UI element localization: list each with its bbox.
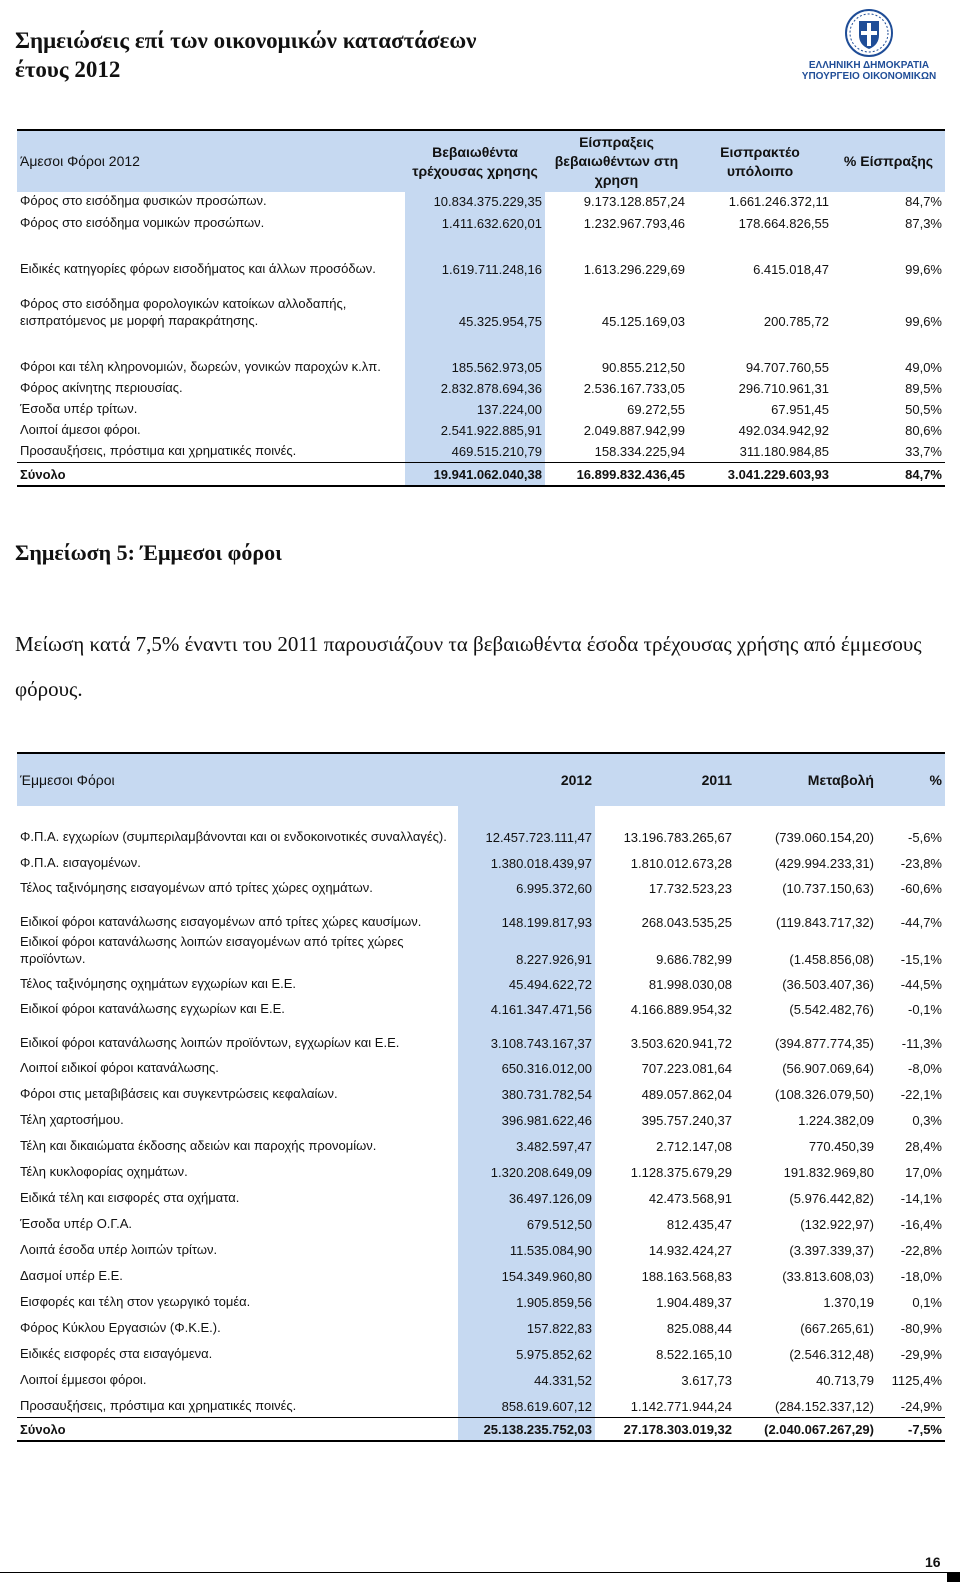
row-label: Τέλος ταξινόμησης οχημάτων εγχωρίων και Ε.Ε.	[20, 976, 297, 991]
table-header	[17, 753, 945, 806]
page-number: 16	[925, 1554, 941, 1570]
note-paragraph: Μείωση κατά 7,5% έναντι του 2011 παρουσιάζουν τα βεβαιωθέντα έσοδα τρέχουσας χρήσης από έμμεσους φόρους.	[15, 632, 922, 701]
table-row	[17, 1054, 945, 1079]
row-label: Φόρος στο εισόδημα φυσικών προσώπων.	[20, 193, 267, 208]
cell-value: 311.180.984,85	[739, 443, 829, 459]
table-row	[17, 1261, 945, 1287]
cell-value: -44,7%	[900, 915, 942, 930]
table-row	[17, 899, 945, 933]
row-label: Φ.Π.Α. εισαγομένων.	[20, 855, 141, 870]
cell-value: 1.128.375.679,29	[630, 1165, 732, 1180]
cell-value: -18,0%	[900, 1269, 942, 1284]
cell-value: (132.922,97)	[800, 1217, 874, 1232]
cell-value: -80,9%	[900, 1321, 942, 1336]
cell-value: 50,5%	[905, 402, 942, 417]
cell-value: 2.536.167.733,05	[583, 381, 685, 396]
greek-coat-of-arms-icon	[844, 8, 894, 58]
cell-value: (1.458.856,08)	[789, 952, 874, 967]
total-row	[17, 462, 945, 486]
cell-value: 1125,4%	[891, 1373, 942, 1388]
cell-value: 9.173.128.857,24	[583, 194, 685, 209]
cell-value: 154.349.960,80	[458, 1261, 595, 1287]
cell-value: (5.542.482,76)	[789, 1002, 874, 1017]
cell-value: 296.710.961,31	[738, 381, 829, 396]
cell-value: (119.843.717,32)	[775, 915, 874, 930]
cell-value: 8.227.926,91	[458, 933, 595, 970]
cell-value: 4.166.889.954,32	[630, 1002, 732, 1017]
cell-value: 492.034.942,92	[738, 423, 829, 438]
cell-value: (36.503.407,36)	[782, 977, 874, 992]
cell-value: 679.512,50	[458, 1209, 595, 1235]
cell-value: -29,9%	[900, 1347, 942, 1362]
column-header: Άμεσοι Φόροι 2012	[17, 130, 405, 192]
cell-value: -0,1%	[908, 1002, 942, 1017]
cell-value: 12.457.723.111,47	[458, 806, 595, 848]
table-row	[17, 1365, 945, 1391]
cell-value: 3.482.597,47	[458, 1131, 595, 1157]
cell-value: -16,4%	[900, 1217, 942, 1232]
row-label: Ειδικές εισφορές στα εισαγόμενα.	[20, 1346, 213, 1361]
row-label: Προσαυξήσεις, πρόστιμα και χρηματικές ποινές.	[20, 1397, 297, 1413]
cell-value: 99,6%	[905, 262, 942, 277]
row-label: Εισφορές και τέλη στον γεωργικό τομέα.	[20, 1294, 251, 1309]
table-row	[17, 332, 945, 378]
row-label: Ειδικοί φόροι κατανάλωσης εγχωρίων και Ε.Ε.	[20, 1001, 285, 1016]
column-header: 2011	[595, 753, 735, 806]
cell-value: 17.732.523,23	[648, 881, 732, 896]
row-label: Λοιπά έσοδα υπέρ λοιπών τρίτων.	[20, 1242, 218, 1257]
table-row	[17, 1391, 945, 1417]
cell-value: (108.326.079,50)	[774, 1087, 874, 1102]
row-label: Λοιποί ειδικοί φόροι κατανάλωσης.	[20, 1060, 219, 1075]
table-row	[17, 1287, 945, 1313]
cell-value: 69.272,55	[627, 402, 685, 417]
total-value: -7,5%	[877, 1417, 945, 1441]
cell-value: 40.713,79	[816, 1373, 874, 1388]
cell-value: 3.617,73	[681, 1373, 732, 1388]
cell-value: 0,1%	[912, 1295, 942, 1310]
cell-value: -24,9%	[900, 1398, 942, 1414]
cell-value: 5.975.852,62	[458, 1339, 595, 1365]
cell-value: 11.535.084,90	[458, 1235, 595, 1261]
cell-value: 707.223.081,64	[641, 1061, 732, 1076]
cell-value: 84,7%	[905, 194, 942, 209]
indirect-taxes-table	[17, 752, 945, 1442]
column-header: Μεταβολή	[735, 753, 877, 806]
total-value: 16.899.832.436,45	[545, 462, 688, 486]
cell-value: 770.450,39	[808, 1139, 874, 1154]
cell-value: 396.981.622,46	[458, 1105, 595, 1131]
cell-value: (667.265,61)	[800, 1321, 874, 1336]
cell-value: 10.834.375.229,35	[405, 192, 545, 212]
cell-value: 33,7%	[905, 443, 942, 459]
cell-value: 1.380.018.439,97	[458, 848, 595, 874]
logo-line2: ΥΠΟΥΡΓΕΙΟ ΟΙΚΟΝΟΜΙΚΩΝ	[801, 71, 937, 82]
page-title-line2: έτους 2012	[15, 57, 121, 82]
note-title: Σημείωση 5: Έμμεσοι φόροι	[15, 540, 282, 565]
row-label: Φόρος ακίνητης περιουσίας.	[20, 380, 183, 395]
cell-value: (394.877.774,35)	[774, 1036, 874, 1051]
cell-value: 44.331,52	[458, 1365, 595, 1391]
row-label: Έσοδα υπέρ Ο.Γ.Α.	[20, 1216, 133, 1231]
cell-value: 650.316.012,00	[458, 1054, 595, 1079]
table-row	[17, 192, 945, 212]
table-row	[17, 441, 945, 462]
logo-line1: ΕΛΛΗΝΙΚΗ ΔΗΜΟΚΡΑΤΙΑ	[808, 60, 930, 71]
table-header	[17, 130, 945, 192]
cell-value: -22,1%	[900, 1087, 942, 1102]
row-label: Φόρος στο εισόδημα φορολογικών κατοίκων αλλοδαπής, εισπρατόμενος με μορφή παρακράτησης.	[20, 296, 347, 328]
cell-value: -44,5%	[900, 977, 942, 992]
cell-value: 45.494.622,72	[458, 970, 595, 995]
table-row	[17, 234, 945, 280]
cell-value: 1.411.632.620,01	[405, 212, 545, 234]
cell-value: 1.370,19	[823, 1295, 874, 1310]
page-title-line1: Σημειώσεις επί των οικονομικών καταστάσεων	[15, 28, 477, 53]
cell-value: (429.994.233,31)	[774, 856, 874, 871]
cell-value: 6.415.018,47	[753, 262, 829, 277]
cell-value: 858.619.607,12	[458, 1391, 595, 1417]
row-label: Τέλος ταξινόμησης εισαγομένων από τρίτες χώρες οχημάτων.	[20, 880, 373, 895]
column-header: Βεβαιωθέντα τρέχουσας χρησης	[405, 130, 545, 192]
table-row	[17, 1105, 945, 1131]
cell-value: -22,8%	[900, 1243, 942, 1258]
cell-value: -11,3%	[901, 1036, 942, 1051]
row-label: Φόροι και τέλη κληρονομιών, δωρεών, γονικών παροχών κ.λπ.	[20, 359, 381, 374]
row-label: Έσοδα υπέρ τρίτων.	[20, 401, 138, 416]
column-header: % Είσπραξης	[832, 130, 945, 192]
row-label: Τέλη χαρτοσήμου.	[20, 1112, 124, 1127]
total-value: 3.041.229.603,93	[688, 462, 832, 486]
cell-value: (5.976.442,82)	[789, 1191, 874, 1206]
direct-taxes-table	[17, 129, 945, 487]
column-header: Εισπρακτέο υπόλοιπο	[688, 130, 832, 192]
cell-value: 45.125.169,03	[601, 314, 685, 329]
cell-value: 6.995.372,60	[458, 874, 595, 899]
row-label: Τέλη και δικαιώματα έκδοσης αδειών και παροχής προνομίων.	[20, 1138, 377, 1153]
cell-value: 89,5%	[905, 381, 942, 396]
cell-value: 3.108.743.167,37	[458, 1020, 595, 1054]
cell-value: 80,6%	[905, 423, 942, 438]
table-row	[17, 212, 945, 234]
cell-value: 200.785,72	[763, 314, 829, 329]
cell-value: 45.325.954,75	[405, 280, 545, 332]
cell-value: 1.224.382,09	[798, 1113, 874, 1128]
cell-value: 1.905.859,56	[458, 1287, 595, 1313]
cell-value: 4.161.347.471,56	[458, 995, 595, 1020]
cell-value: 0,3%	[912, 1113, 942, 1128]
cell-value: 1.613.296.229,69	[583, 262, 685, 277]
total-value: (2.040.067.267,29)	[735, 1417, 877, 1441]
cell-value: (739.060.154,20)	[774, 830, 874, 845]
row-label: Ειδικοί φόροι κατανάλωσης λοιπών προϊόντων, εγχωρίων και Ε.Ε.	[20, 1035, 400, 1050]
table-row	[17, 848, 945, 874]
cell-value: 1.232.967.793,46	[583, 216, 685, 231]
total-value: 19.941.062.040,38	[405, 462, 545, 486]
table-row	[17, 1339, 945, 1365]
table-row	[17, 378, 945, 399]
table-row	[17, 420, 945, 441]
row-label: Λοιποί άμεσοι φόροι.	[20, 422, 141, 437]
table-row	[17, 1079, 945, 1105]
table-row	[17, 995, 945, 1020]
cell-value: (10.737.150,63)	[782, 881, 874, 896]
row-label: Φόρος Κύκλου Εργασιών (Φ.Κ.Ε.).	[20, 1320, 221, 1335]
cell-value: (3.397.339,37)	[789, 1243, 874, 1258]
cell-value: 185.562.973,05	[405, 332, 545, 378]
cell-value: (33.813.608,03)	[782, 1269, 874, 1284]
cell-value: 1.320.208.649,09	[458, 1157, 595, 1183]
cell-value: (56.907.069,64)	[782, 1061, 874, 1076]
cell-value: 13.196.783.265,67	[623, 830, 732, 845]
cell-value: 49,0%	[905, 360, 942, 375]
table-row	[17, 874, 945, 899]
column-header: %	[877, 753, 945, 806]
cell-value: 17,0%	[905, 1165, 942, 1180]
row-label: Τέλη κυκλοφορίας οχημάτων.	[20, 1164, 188, 1179]
column-header: Είσπραξεις βεβαιωθέντων στη χρηση	[545, 130, 688, 192]
cell-value: 8.522.165,10	[656, 1347, 732, 1362]
row-label: Φόροι στις μεταβιβάσεις και συγκεντρώσεις κεφαλαίων.	[20, 1086, 338, 1101]
ministry-logo	[788, 8, 950, 82]
cell-value: 158.334.225,94	[594, 443, 685, 459]
table-row	[17, 933, 945, 970]
cell-value: 1.142.771.944,24	[630, 1398, 732, 1414]
total-value: 27.178.303.019,32	[595, 1417, 735, 1441]
row-label: Προσαυξήσεις, πρόστιμα και χρηματικές ποινές.	[20, 442, 297, 458]
cell-value: -8,0%	[908, 1061, 942, 1076]
cell-value: 489.057.862,04	[641, 1087, 732, 1102]
row-label: Φ.Π.Α. εγχωρίων (συμπεριλαμβάνονται και οι ενδοκοινοτικές συναλλαγές).	[20, 829, 447, 844]
table-row	[17, 970, 945, 995]
cell-value: 28,4%	[905, 1139, 942, 1154]
cell-value: 380.731.782,54	[458, 1079, 595, 1105]
cell-value: -60,6%	[900, 881, 942, 896]
cell-value: 36.497.126,09	[458, 1183, 595, 1209]
table-row	[17, 280, 945, 332]
row-label: Ειδικές κατηγορίες φόρων εισοδήματος και άλλων προσόδων.	[20, 261, 376, 276]
cell-value: (284.152.337,12)	[774, 1398, 874, 1414]
cell-value: 188.163.568,83	[641, 1269, 732, 1284]
cell-value: 2.832.878.694,36	[405, 378, 545, 399]
cell-value: 1.661.246.372,11	[728, 194, 829, 209]
cell-value: 395.757.240,37	[641, 1113, 732, 1128]
cell-value: 178.664.826,55	[738, 216, 829, 231]
row-label: Φόρος στο εισόδημα νομικών προσώπων.	[20, 215, 265, 230]
cell-value: 1.904.489,37	[656, 1295, 732, 1310]
cell-value: 99,6%	[905, 314, 942, 329]
cell-value: -23,8%	[900, 856, 942, 871]
cell-value: 3.503.620.941,72	[630, 1036, 732, 1051]
cell-value: 87,3%	[905, 216, 942, 231]
table-row	[17, 399, 945, 420]
cell-value: 268.043.535,25	[641, 915, 732, 930]
row-label: Δασμοί υπέρ Ε.Ε.	[20, 1268, 123, 1283]
row-label: Ειδικοί φόροι κατανάλωσης εισαγομένων από τρίτες χώρες καυσίμων.	[20, 914, 422, 929]
cell-value: 469.515.210,79	[405, 441, 545, 462]
cell-value: 2.712.147,08	[656, 1139, 732, 1154]
total-row	[17, 1417, 945, 1441]
cell-value: 137.224,00	[405, 399, 545, 420]
total-label: Σύνολο	[17, 1417, 458, 1441]
cell-value: 812.435,47	[666, 1217, 732, 1232]
table-row	[17, 1131, 945, 1157]
table-row	[17, 1020, 945, 1054]
page-title	[15, 26, 635, 84]
cell-value: 2.049.887.942,99	[583, 423, 685, 438]
table-row	[17, 1183, 945, 1209]
cell-value: -5,6%	[908, 830, 942, 845]
row-label: Λοιποί έμμεσοι φόροι.	[20, 1372, 147, 1387]
cell-value: 90.855.212,50	[601, 360, 685, 375]
cell-value: 1.810.012.673,28	[630, 856, 732, 871]
cell-value: 825.088,44	[666, 1321, 732, 1336]
table-row	[17, 1313, 945, 1339]
row-label: Ειδικοί φόροι κατανάλωσης λοιπών εισαγομένων από τρίτες χώρες προϊόντων.	[20, 934, 404, 966]
table-row	[17, 1157, 945, 1183]
cell-value: 9.686.782,99	[656, 952, 732, 967]
cell-value: 94.707.760,55	[745, 360, 829, 375]
table-row	[17, 1235, 945, 1261]
cell-value: -14,1%	[900, 1191, 942, 1206]
cell-value: 81.998.030,08	[648, 977, 732, 992]
cell-value: -15,1%	[900, 952, 942, 967]
cell-value: 191.832.969,80	[783, 1165, 874, 1180]
cell-value: 157.822,83	[458, 1313, 595, 1339]
total-label: Σύνολο	[17, 462, 405, 486]
column-header: 2012	[458, 753, 595, 806]
cell-value: 1.619.711.248,16	[405, 234, 545, 280]
cell-value: 42.473.568,91	[648, 1191, 732, 1206]
cell-value: 67.951,45	[771, 402, 829, 417]
row-label: Ειδικά τέλη και εισφορές στα οχήματα.	[20, 1190, 240, 1205]
cell-value: (2.546.312,48)	[789, 1347, 874, 1362]
table-row	[17, 806, 945, 848]
total-value: 25.138.235.752,03	[458, 1417, 595, 1441]
column-header: Έμμεσοι Φόροι	[17, 753, 458, 806]
table-row	[17, 1209, 945, 1235]
cell-value: 148.199.817,93	[458, 899, 595, 933]
total-value: 84,7%	[832, 462, 945, 486]
cell-value: 14.932.424,27	[648, 1243, 732, 1258]
cell-value: 2.541.922.885,91	[405, 420, 545, 441]
